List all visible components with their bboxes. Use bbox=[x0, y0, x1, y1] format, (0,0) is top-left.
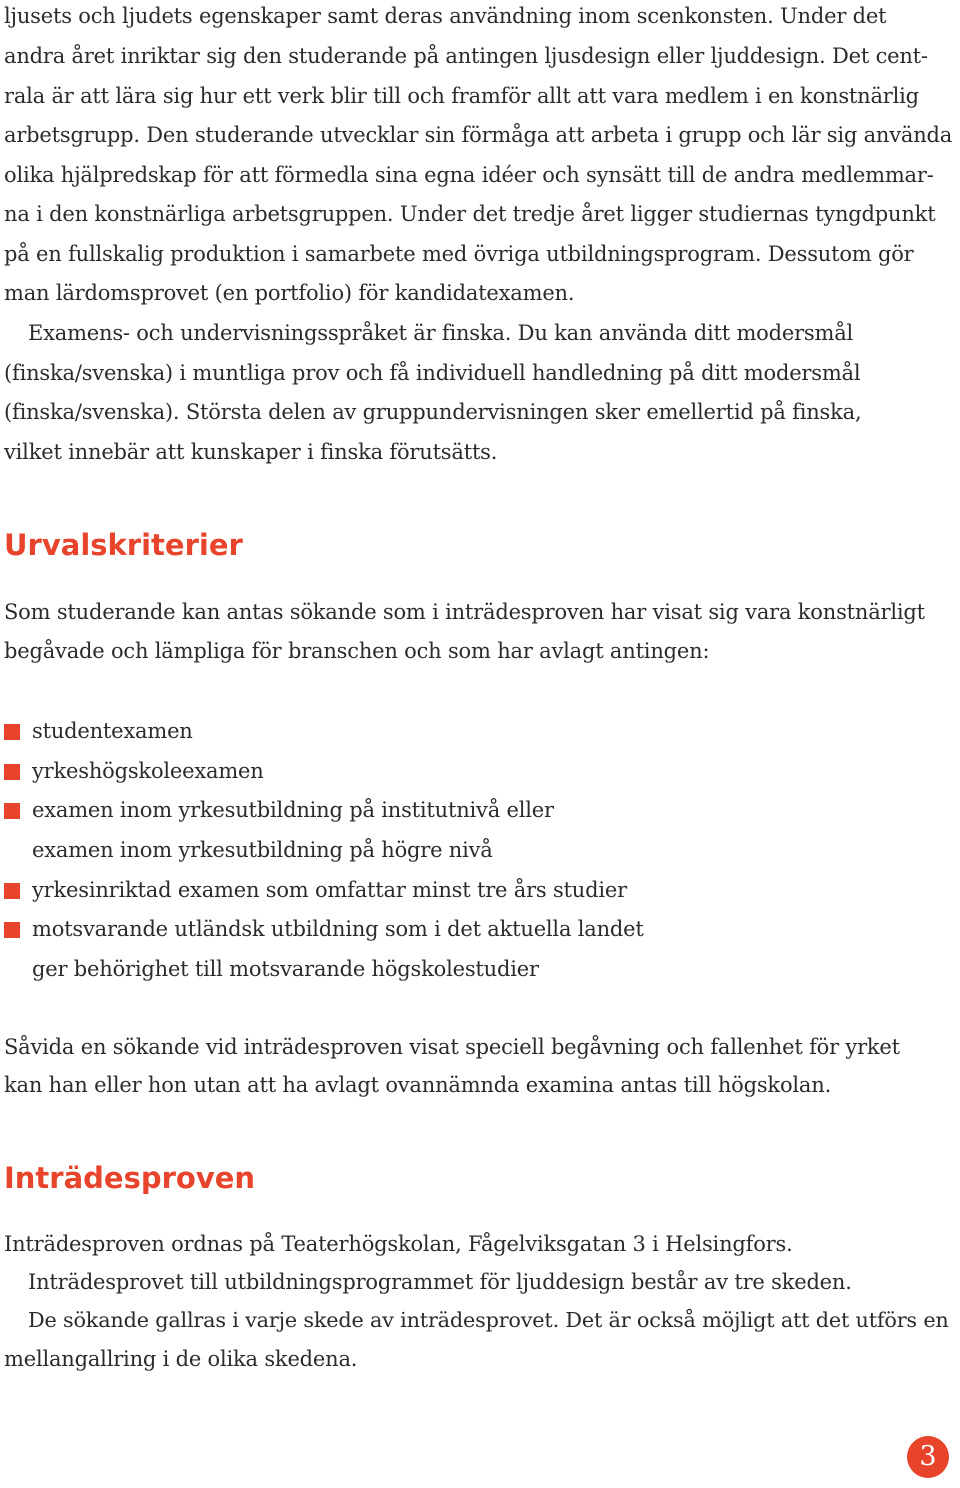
intro-line-1: ljusets och ljudets egenskaper samt deras användning inom scenkonsten. Under det bbox=[4, 4, 887, 28]
page-number-badge: 3 bbox=[907, 1436, 949, 1478]
list-item-continuation: examen inom yrkesutbildning på högre nivå bbox=[32, 838, 493, 862]
language-line-4: vilket innebär att kunskaper i finska förutsätts. bbox=[4, 440, 498, 464]
bullet-square-icon bbox=[4, 803, 20, 819]
intro-line-8: man lärdomsprovet (en portfolio) för kandidatexamen. bbox=[4, 281, 575, 305]
intro-line-2: andra året inriktar sig den studerande på antingen ljusdesign eller ljuddesign. Det cent- bbox=[4, 44, 928, 68]
intrade-line-2: Inträdesprovet till utbildningsprogrammet för ljuddesign består av tre skeden. bbox=[28, 1270, 852, 1294]
urval-intro-line-2: begåvade och lämpliga för branschen och som har avlagt antingen: bbox=[4, 639, 710, 663]
intro-line-6: na i den konstnärliga arbetsgruppen. Under det tredje året ligger studiernas tyngdpunkt bbox=[4, 202, 936, 226]
bullet-square-icon bbox=[4, 764, 20, 780]
bullet-square-icon bbox=[4, 922, 20, 938]
language-line-3: (finska/svenska). Största delen av gruppundervisningen sker emellertid på finska, bbox=[4, 400, 862, 424]
language-line-2: (finska/svenska) i muntliga prov och få individuell handledning på ditt modersmål bbox=[4, 361, 861, 385]
intro-line-7: på en fullskalig produktion i samarbete med övriga utbildningsprogram. Dessutom gör bbox=[4, 242, 914, 266]
urval-closing-line-1: Såvida en sökande vid inträdesproven visat speciell begåvning och fallenhet för yrket bbox=[4, 1035, 900, 1059]
intrade-line-1: Inträdesproven ordnas på Teaterhögskolan, Fågelviksgatan 3 i Helsingfors. bbox=[4, 1232, 793, 1256]
intro-line-3: rala är att lära sig hur ett verk blir till och framför allt att vara medlem i en konstnärlig bbox=[4, 84, 919, 108]
list-item-continuation: ger behörighet till motsvarande högskolestudier bbox=[32, 957, 539, 981]
language-line-1: Examens- och undervisningsspråket är finska. Du kan använda ditt modersmål bbox=[28, 321, 854, 345]
list-item: studentexamen bbox=[32, 719, 193, 743]
intrade-line-4: mellangallring i de olika skedena. bbox=[4, 1347, 358, 1371]
heading-intradesproven: Inträdesproven bbox=[4, 1161, 256, 1195]
intro-line-5: olika hjälpredskap för att förmedla sina egna idéer och synsätt till de andra medlemmar- bbox=[4, 163, 934, 187]
intrade-line-3: De sökande gallras i varje skede av inträdesprovet. Det är också möjligt att det utförs en bbox=[28, 1308, 949, 1332]
heading-urvalskriterier: Urvalskriterier bbox=[4, 528, 243, 562]
urval-intro-line-1: Som studerande kan antas sökande som i inträdesproven har visat sig vara konstnärligt bbox=[4, 600, 925, 624]
intro-line-4: arbetsgrupp. Den studerande utvecklar sin förmåga att arbeta i grupp och lär sig använda bbox=[4, 123, 953, 147]
list-item: yrkeshögskoleexamen bbox=[32, 759, 264, 783]
urval-closing-line-2: kan han eller hon utan att ha avlagt ovannämnda examina antas till högskolan. bbox=[4, 1073, 832, 1097]
bullet-square-icon bbox=[4, 724, 20, 740]
list-item: motsvarande utländsk utbildning som i det aktuella landet bbox=[32, 917, 644, 941]
bullet-square-icon bbox=[4, 883, 20, 899]
list-item: yrkesinriktad examen som omfattar minst tre års studier bbox=[32, 878, 627, 902]
list-item: examen inom yrkesutbildning på institutnivå eller bbox=[32, 798, 554, 822]
